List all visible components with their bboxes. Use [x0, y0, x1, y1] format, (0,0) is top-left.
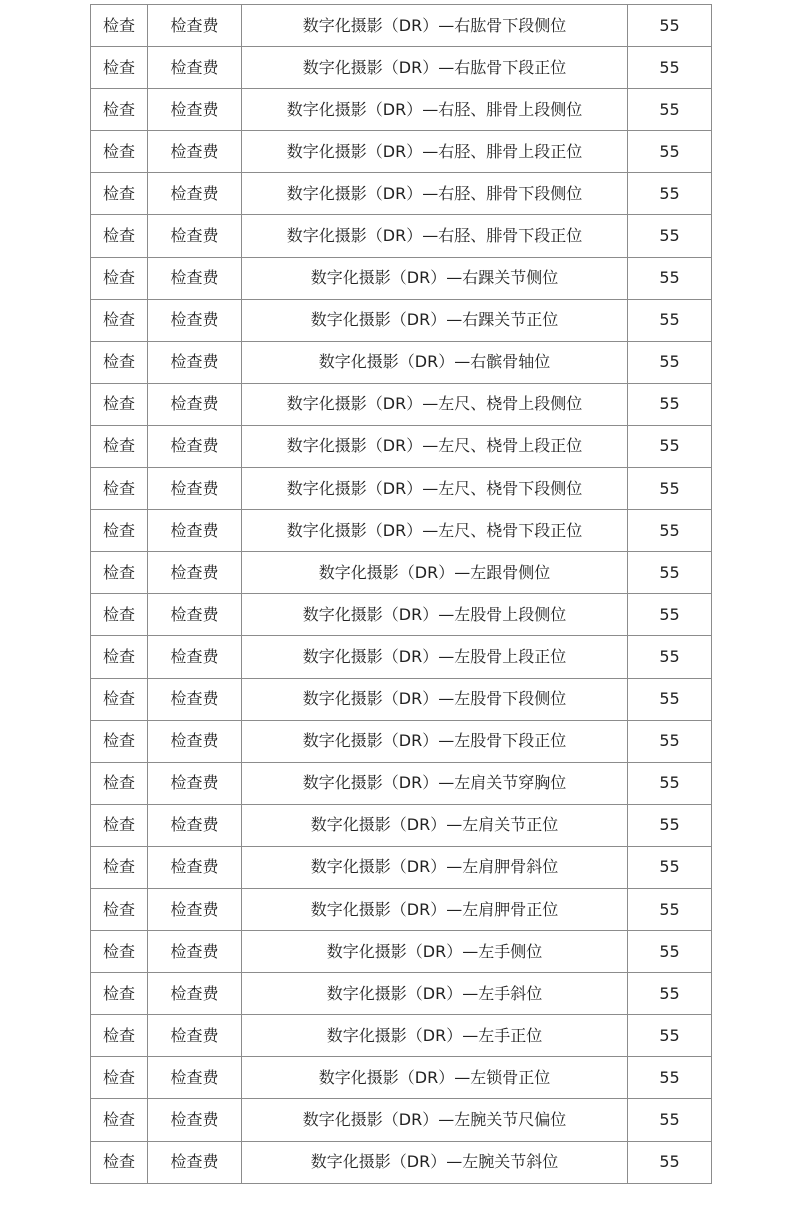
item-name-cell: 数字化摄影（DR）—左尺、桡骨上段正位	[242, 425, 628, 467]
category-cell: 检查	[91, 257, 148, 299]
category-cell: 检查	[91, 5, 148, 47]
table-row	[91, 1099, 712, 1141]
category-cell: 检查	[91, 678, 148, 720]
item-name-cell: 数字化摄影（DR）—右胫、腓骨下段侧位	[242, 173, 628, 215]
price-cell: 55	[628, 1141, 712, 1183]
fee-table-body	[91, 5, 712, 1184]
item-name-cell: 数字化摄影（DR）—左腕关节尺偏位	[242, 1099, 628, 1141]
table-row	[91, 594, 712, 636]
price-cell: 55	[628, 678, 712, 720]
table-row	[91, 931, 712, 973]
category-cell: 检查	[91, 425, 148, 467]
price-cell: 55	[628, 636, 712, 678]
fee-type-cell: 检查费	[148, 804, 242, 846]
table-row	[91, 341, 712, 383]
fee-type-cell: 检查费	[148, 131, 242, 173]
item-name-cell: 数字化摄影（DR）—右髌骨轴位	[242, 341, 628, 383]
category-cell: 检查	[91, 762, 148, 804]
table-row	[91, 510, 712, 552]
category-cell: 检查	[91, 552, 148, 594]
category-cell: 检查	[91, 720, 148, 762]
category-cell: 检查	[91, 804, 148, 846]
category-cell: 检查	[91, 888, 148, 930]
item-name-cell: 数字化摄影（DR）—左股骨下段正位	[242, 720, 628, 762]
item-name-cell: 数字化摄影（DR）—右胫、腓骨上段侧位	[242, 89, 628, 131]
item-name-cell: 数字化摄影（DR）—左肩关节穿胸位	[242, 762, 628, 804]
category-cell: 检查	[91, 594, 148, 636]
category-cell: 检查	[91, 1057, 148, 1099]
table-row	[91, 215, 712, 257]
price-cell: 55	[628, 762, 712, 804]
table-row	[91, 468, 712, 510]
table-row	[91, 888, 712, 930]
category-cell: 检查	[91, 1099, 148, 1141]
table-row	[91, 131, 712, 173]
price-cell: 55	[628, 552, 712, 594]
fee-type-cell: 检查费	[148, 1141, 242, 1183]
fee-type-cell: 检查费	[148, 931, 242, 973]
fee-type-cell: 检查费	[148, 1015, 242, 1057]
table-row	[91, 678, 712, 720]
table-row	[91, 552, 712, 594]
fee-table	[90, 4, 712, 1184]
fee-type-cell: 检查费	[148, 888, 242, 930]
item-name-cell: 数字化摄影（DR）—右胫、腓骨上段正位	[242, 131, 628, 173]
price-cell: 55	[628, 1057, 712, 1099]
table-row	[91, 5, 712, 47]
price-cell: 55	[628, 299, 712, 341]
item-name-cell: 数字化摄影（DR）—右肱骨下段侧位	[242, 5, 628, 47]
item-name-cell: 数字化摄影（DR）—左肩关节正位	[242, 804, 628, 846]
price-cell: 55	[628, 425, 712, 467]
table-row	[91, 173, 712, 215]
item-name-cell: 数字化摄影（DR）—左手斜位	[242, 973, 628, 1015]
table-row	[91, 425, 712, 467]
fee-type-cell: 检查费	[148, 173, 242, 215]
table-row	[91, 636, 712, 678]
fee-type-cell: 检查费	[148, 89, 242, 131]
price-cell: 55	[628, 5, 712, 47]
fee-type-cell: 检查费	[148, 720, 242, 762]
category-cell: 检查	[91, 341, 148, 383]
price-cell: 55	[628, 594, 712, 636]
table-row	[91, 257, 712, 299]
category-cell: 检查	[91, 846, 148, 888]
fee-type-cell: 检查费	[148, 215, 242, 257]
fee-type-cell: 检查费	[148, 636, 242, 678]
item-name-cell: 数字化摄影（DR）—左尺、桡骨下段侧位	[242, 468, 628, 510]
price-cell: 55	[628, 888, 712, 930]
price-cell: 55	[628, 383, 712, 425]
fee-type-cell: 检查费	[148, 1057, 242, 1099]
item-name-cell: 数字化摄影（DR）—左手侧位	[242, 931, 628, 973]
price-cell: 55	[628, 973, 712, 1015]
fee-type-cell: 检查费	[148, 762, 242, 804]
table-row	[91, 1057, 712, 1099]
item-name-cell: 数字化摄影（DR）—左股骨上段正位	[242, 636, 628, 678]
fee-type-cell: 检查费	[148, 383, 242, 425]
fee-type-cell: 检查费	[148, 552, 242, 594]
item-name-cell: 数字化摄影（DR）—左手正位	[242, 1015, 628, 1057]
category-cell: 检查	[91, 931, 148, 973]
category-cell: 检查	[91, 468, 148, 510]
category-cell: 检查	[91, 510, 148, 552]
category-cell: 检查	[91, 47, 148, 89]
fee-type-cell: 检查费	[148, 1099, 242, 1141]
table-row	[91, 762, 712, 804]
item-name-cell: 数字化摄影（DR）—左腕关节斜位	[242, 1141, 628, 1183]
item-name-cell: 数字化摄影（DR）—右肱骨下段正位	[242, 47, 628, 89]
item-name-cell: 数字化摄影（DR）—左肩胛骨正位	[242, 888, 628, 930]
item-name-cell: 数字化摄影（DR）—右踝关节侧位	[242, 257, 628, 299]
category-cell: 检查	[91, 173, 148, 215]
fee-type-cell: 检查费	[148, 5, 242, 47]
price-cell: 55	[628, 804, 712, 846]
item-name-cell: 数字化摄影（DR）—左尺、桡骨下段正位	[242, 510, 628, 552]
price-cell: 55	[628, 1015, 712, 1057]
table-row	[91, 846, 712, 888]
fee-type-cell: 检查费	[148, 257, 242, 299]
category-cell: 检查	[91, 1015, 148, 1057]
price-cell: 55	[628, 173, 712, 215]
price-cell: 55	[628, 341, 712, 383]
category-cell: 检查	[91, 383, 148, 425]
item-name-cell: 数字化摄影（DR）—左尺、桡骨上段侧位	[242, 383, 628, 425]
fee-type-cell: 检查费	[148, 973, 242, 1015]
category-cell: 检查	[91, 89, 148, 131]
price-cell: 55	[628, 131, 712, 173]
table-row	[91, 1141, 712, 1183]
fee-type-cell: 检查费	[148, 47, 242, 89]
table-row	[91, 89, 712, 131]
price-cell: 55	[628, 510, 712, 552]
price-cell: 55	[628, 215, 712, 257]
category-cell: 检查	[91, 1141, 148, 1183]
fee-type-cell: 检查费	[148, 594, 242, 636]
fee-type-cell: 检查费	[148, 846, 242, 888]
table-row	[91, 804, 712, 846]
table-row	[91, 1015, 712, 1057]
table-row	[91, 973, 712, 1015]
fee-type-cell: 检查费	[148, 299, 242, 341]
category-cell: 检查	[91, 299, 148, 341]
table-row	[91, 299, 712, 341]
table-row	[91, 47, 712, 89]
price-cell: 55	[628, 468, 712, 510]
item-name-cell: 数字化摄影（DR）—左股骨下段侧位	[242, 678, 628, 720]
fee-type-cell: 检查费	[148, 468, 242, 510]
fee-type-cell: 检查费	[148, 510, 242, 552]
price-cell: 55	[628, 257, 712, 299]
category-cell: 检查	[91, 215, 148, 257]
price-cell: 55	[628, 1099, 712, 1141]
price-cell: 55	[628, 846, 712, 888]
category-cell: 检查	[91, 636, 148, 678]
price-cell: 55	[628, 47, 712, 89]
fee-type-cell: 检查费	[148, 425, 242, 467]
price-cell: 55	[628, 720, 712, 762]
fee-type-cell: 检查费	[148, 341, 242, 383]
table-row	[91, 720, 712, 762]
item-name-cell: 数字化摄影（DR）—左锁骨正位	[242, 1057, 628, 1099]
item-name-cell: 数字化摄影（DR）—右踝关节正位	[242, 299, 628, 341]
item-name-cell: 数字化摄影（DR）—左跟骨侧位	[242, 552, 628, 594]
price-cell: 55	[628, 89, 712, 131]
table-row	[91, 383, 712, 425]
price-cell: 55	[628, 931, 712, 973]
category-cell: 检查	[91, 131, 148, 173]
item-name-cell: 数字化摄影（DR）—左肩胛骨斜位	[242, 846, 628, 888]
fee-type-cell: 检查费	[148, 678, 242, 720]
item-name-cell: 数字化摄影（DR）—右胫、腓骨下段正位	[242, 215, 628, 257]
category-cell: 检查	[91, 973, 148, 1015]
item-name-cell: 数字化摄影（DR）—左股骨上段侧位	[242, 594, 628, 636]
